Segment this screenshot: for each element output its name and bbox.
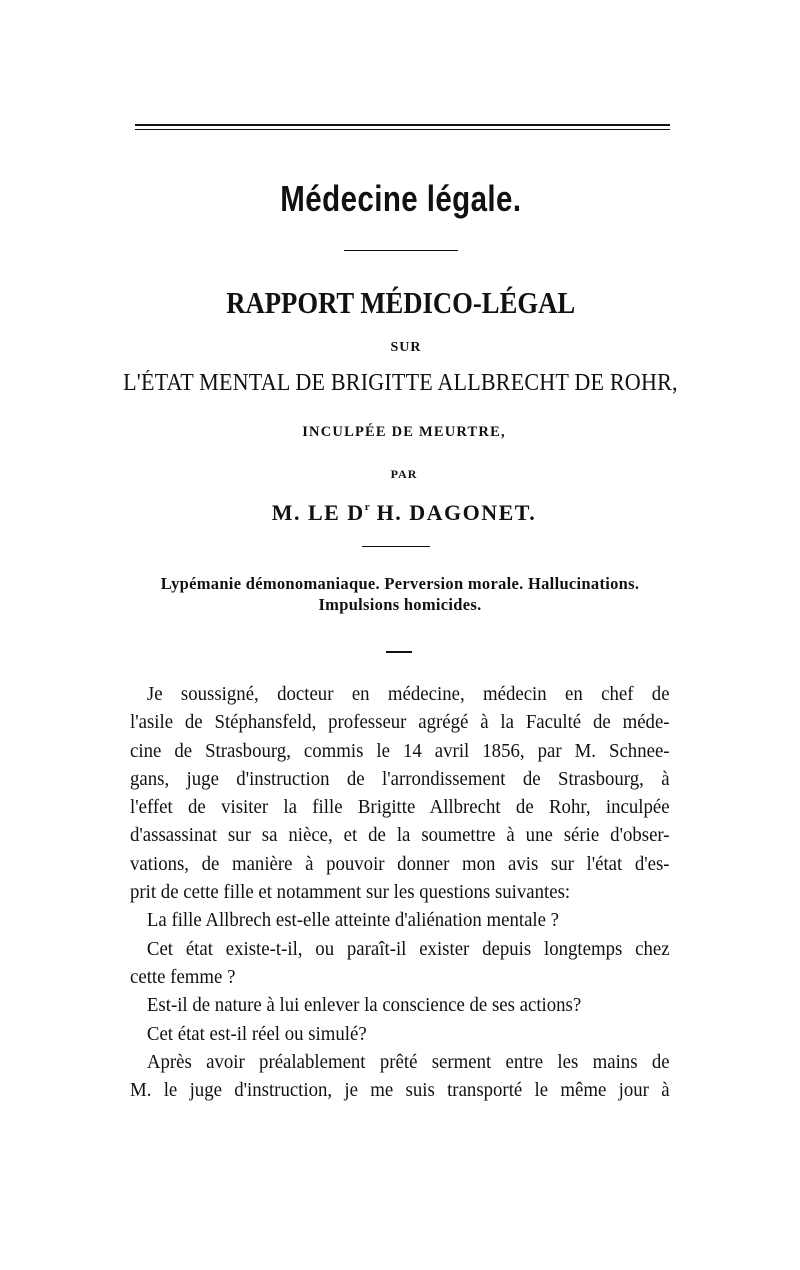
author-name: H. DAGONET. bbox=[369, 500, 537, 525]
report-title: RAPPORT MÉDICO-LÉGAL bbox=[226, 285, 576, 320]
report-author bbox=[4, 500, 800, 526]
body-line: Cet état est-il réel ou simulé? bbox=[146, 1022, 367, 1045]
report-sur: SUR bbox=[390, 340, 422, 355]
keywords-block bbox=[0, 573, 800, 615]
body-line: d'assassinat sur sa nièce, et de la soumettre à une série d'obser- bbox=[130, 824, 670, 847]
body-line: l'asile de Stéphansfeld, professeur agrégé à la Faculté de méde- bbox=[130, 711, 670, 734]
author-sup: r bbox=[364, 501, 370, 513]
header-double-rule-top bbox=[135, 124, 670, 126]
body-line: Après avoir préalablement prêté serment entre les mains de bbox=[146, 1050, 670, 1073]
keywords-line: Lypémanie démonomaniaque. Perversion morale. Hallucinations. bbox=[160, 574, 640, 593]
body-line: Est-il de nature à lui enlever la conscience de ses actions? bbox=[146, 994, 582, 1017]
body-line: cette femme ? bbox=[130, 965, 236, 988]
body-line: prit de cette fille et notamment sur les questions suivantes: bbox=[130, 881, 571, 904]
section-title: Médecine légale. bbox=[280, 178, 522, 219]
body-line: Je soussigné, docteur en médecine, médecin en chef de bbox=[146, 683, 670, 705]
report-charge: INCULPÉE DE MEURTRE, bbox=[302, 424, 506, 440]
body-paragraphs bbox=[130, 680, 670, 1104]
body-line: cine de Strasbourg, commis le 14 avril 1856, par M. Schnee- bbox=[130, 739, 670, 762]
separator-rule-1 bbox=[344, 250, 458, 251]
report-subject: L'ÉTAT MENTAL DE BRIGITTE ALLBRECHT DE ROHR, bbox=[123, 370, 678, 396]
body-line: gans, juge d'instruction de l'arrondissement de Strasbourg, à bbox=[130, 767, 670, 790]
body-line: vations, de manière à pouvoir donner mon avis sur l'état d'es- bbox=[130, 852, 670, 875]
report-par: PAR bbox=[390, 467, 418, 481]
keywords-line: Impulsions homicides. bbox=[318, 595, 482, 614]
body-line: La fille Allbrech est-elle atteinte d'aliénation mentale ? bbox=[146, 909, 560, 932]
author-prefix: M. LE D bbox=[271, 500, 365, 525]
body-line: l'effet de visiter la fille Brigitte Allbrecht de Rohr, inculpée bbox=[130, 796, 670, 819]
header-double-rule-bottom bbox=[135, 129, 670, 130]
body-line: M. le juge d'instruction, je me suis transporté le même jour à bbox=[130, 1079, 670, 1102]
body-line: Cet état existe-t-il, ou paraît-il exister depuis longtemps chez bbox=[146, 937, 670, 960]
separator-rule-3 bbox=[386, 651, 412, 653]
separator-rule-2 bbox=[362, 546, 430, 547]
